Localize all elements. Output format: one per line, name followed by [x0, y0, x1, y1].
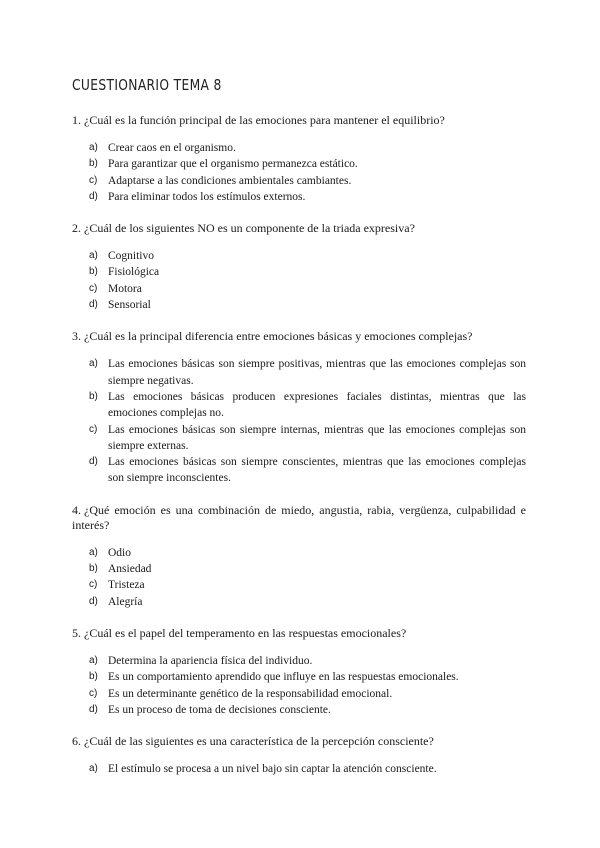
option-text: Alegría [108, 595, 143, 608]
option-letter: c) [89, 174, 98, 186]
option-c [89, 577, 526, 593]
option-b [89, 389, 526, 422]
question-text [72, 503, 526, 533]
option-text: Las emociones básicas producen expresiones faciales distintas, mientras que las emociones complejas no. [108, 390, 526, 420]
question-text [72, 221, 526, 236]
document-page [72, 76, 526, 793]
question-text [72, 113, 526, 128]
option-a [89, 653, 526, 669]
option-text: Las emociones básicas son siempre internas, mientras que las emociones complejas son siempre externas. [108, 423, 526, 452]
option-d [89, 297, 526, 313]
option-text: Ansiedad [108, 563, 152, 576]
question-3 [72, 329, 526, 486]
question-number: 2. [72, 221, 81, 236]
options-list [72, 545, 526, 610]
option-c [89, 281, 526, 297]
question-number: 4. [72, 502, 81, 517]
question-text [72, 329, 526, 344]
option-letter: c) [89, 687, 98, 699]
question-prompt: ¿Qué emoción es una combinación de miedo, angustia, rabia, vergüenza, culpabilidad e interés? [72, 502, 526, 532]
question-prompt: ¿Cuál de los siguientes NO es un componente de la triada expresiva? [84, 221, 415, 236]
question-6 [72, 734, 526, 777]
options-list [72, 653, 526, 718]
option-letter: d) [89, 299, 98, 311]
option-d [89, 702, 526, 718]
option-a [89, 545, 526, 561]
question-prompt: ¿Cuál es la principal diferencia entre emociones básicas y emociones complejas? [84, 329, 473, 344]
option-letter: a) [89, 142, 98, 153]
option-letter: d) [89, 595, 98, 607]
question-prompt: ¿Cuál de las siguientes es una característica de la percepción consciente? [84, 734, 434, 749]
option-letter: b) [89, 158, 98, 170]
option-text: Motora [108, 282, 142, 295]
option-b [89, 264, 526, 280]
question-2 [72, 221, 526, 313]
option-letter: a) [89, 250, 98, 262]
option-text: Para eliminar todos los estímulos externos. [108, 190, 306, 203]
question-number: 6. [72, 734, 81, 749]
option-letter: c) [89, 282, 98, 294]
option-text: Las emociones básicas son siempre conscientes, mientras que las emociones complejas son siempre inconscientes. [108, 456, 526, 485]
option-text: Es un comportamiento aprendido que influye en las respuestas emocionales. [108, 671, 459, 684]
option-text: Adaptarse a las condiciones ambientales cambiantes. [108, 174, 352, 187]
option-text: Fisiológica [108, 266, 160, 279]
option-text: Es un determinante genético de la responsabilidad emocional. [108, 687, 393, 700]
option-letter: d) [89, 456, 98, 468]
option-b [89, 156, 526, 172]
question-number: 5. [72, 625, 81, 640]
option-letter: a) [89, 654, 98, 666]
option-letter: b) [89, 563, 98, 575]
question-1 [72, 113, 526, 205]
option-a [89, 761, 526, 777]
options-list [72, 140, 526, 205]
option-c [89, 422, 526, 455]
option-b [89, 669, 526, 685]
option-a [89, 140, 526, 156]
option-b [89, 561, 526, 577]
question-text [72, 734, 526, 749]
options-list [72, 248, 526, 313]
option-letter: c) [89, 579, 98, 591]
option-text: Las emociones básicas son siempre positivas, mientras que las emociones complejas son siempre negativas. [108, 358, 526, 387]
document-title: CUESTIONARIO TEMA 8 [72, 76, 222, 94]
option-letter: c) [89, 423, 98, 435]
option-d [89, 594, 526, 610]
option-text: Tristeza [108, 579, 145, 592]
option-text: Para garantizar que el organismo permanezca estático. [108, 158, 358, 171]
question-text [72, 626, 526, 641]
option-text: Crear caos en el organismo. [108, 142, 236, 154]
question-5 [72, 626, 526, 718]
question-list [72, 113, 526, 777]
option-letter: d) [89, 190, 98, 202]
option-letter: a) [89, 546, 98, 558]
question-number: 3. [72, 329, 81, 344]
option-letter: b) [89, 671, 98, 683]
option-a [89, 248, 526, 264]
option-letter: b) [89, 390, 98, 402]
option-letter: d) [89, 703, 98, 715]
options-list [72, 761, 526, 777]
option-d [89, 454, 526, 487]
question-prompt: ¿Cuál es la función principal de las emociones para mantener el equilibrio? [84, 113, 445, 127]
option-letter: b) [89, 266, 98, 278]
options-list [72, 356, 526, 486]
option-letter: a) [89, 358, 98, 370]
question-prompt: ¿Cuál es el papel del temperamento en las respuestas emocionales? [84, 625, 407, 640]
question-4 [72, 503, 526, 610]
option-letter: a) [89, 763, 98, 775]
option-text: Determina la apariencia física del individuo. [108, 654, 313, 667]
option-text: El estímulo se procesa a un nivel bajo sin captar la atención consciente. [108, 763, 437, 776]
option-c [89, 686, 526, 702]
option-d [89, 189, 526, 205]
option-text: Cognitivo [108, 250, 155, 263]
option-text: Es un proceso de toma de decisiones consciente. [108, 703, 331, 716]
option-a [89, 356, 526, 389]
option-text: Odio [108, 546, 131, 559]
option-text: Sensorial [108, 299, 151, 312]
option-c [89, 173, 526, 189]
question-number: 1. [72, 113, 81, 127]
